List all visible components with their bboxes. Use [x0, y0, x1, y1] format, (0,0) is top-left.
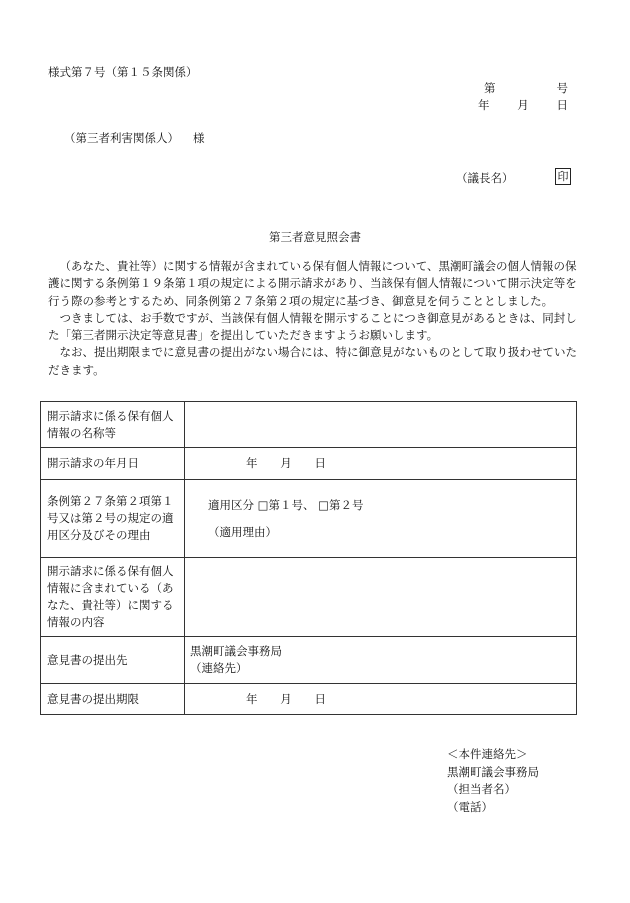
form-number: 様式第７号（第１５条関係） [48, 65, 198, 79]
info-name-field[interactable] [185, 402, 577, 448]
info-table [40, 401, 577, 715]
deadline-day: 日 [314, 691, 326, 706]
addressee [64, 130, 205, 146]
category-field[interactable] [185, 480, 577, 558]
destination-contact: （連絡先） [190, 661, 248, 675]
body-paragraph-1: （あなた、貴社等）に関する情報が含まれている保有個人情報について、黒潮町議会の個人情報の保護に関する条例第１９条第１項の規定による開示請求があり、当該保有個人情報について開示決定等を行う際の参考とするため、同条例第２７条第２項の規定に基づき、御意見を伺うこととしました。 [48, 259, 577, 308]
date-month: 月 [517, 98, 529, 112]
table-row [41, 684, 577, 715]
date-year: 年 [478, 98, 490, 112]
request-date-day: 日 [314, 456, 326, 470]
date-day: 日 [556, 98, 568, 112]
request-date-field[interactable] [185, 448, 577, 480]
request-date-year: 年 [246, 456, 258, 470]
table-row [41, 402, 577, 448]
seal-mark: 印 [555, 168, 571, 185]
body-paragraph-3: なお、提出期限までに意見書の提出がない場合には、特に御意見がないものとして取り扱わせていただきます。 [48, 345, 577, 377]
row-label-destination: 意見書の提出先 [41, 637, 185, 684]
issue-date [478, 97, 568, 113]
table-row [41, 448, 577, 480]
contact-person: （担当者名） [447, 782, 516, 796]
destination-field[interactable] [185, 637, 577, 684]
table-row [41, 480, 577, 558]
contact-block [447, 746, 539, 816]
row-label-info-content: 開示請求に係る保有個人情報に含まれている（あなた、貴社等）に関する情報の内容 [41, 558, 185, 637]
category-reason: （適用理由） [208, 524, 277, 539]
addressee-honorific: 様 [193, 131, 205, 145]
deadline-field[interactable] [185, 684, 577, 715]
document-title: 第三者意見照会書 [269, 230, 361, 244]
contact-office: 黒潮町議会事務局 [447, 764, 539, 779]
document-number [484, 80, 568, 96]
addressee-name: （第三者利害関係人） [64, 131, 179, 145]
table-row [41, 637, 577, 684]
request-date-month: 月 [280, 456, 292, 470]
body-paragraph-2: つきましては、お手数ですが、当該保有個人情報を開示することにつき御意見があるときは、同封した「第三者開示決定等意見書」を提出していただきますようお願いします。 [48, 310, 577, 343]
deadline-month: 月 [280, 691, 292, 706]
table-row [41, 558, 577, 637]
doc-no-suffix: 号 [556, 81, 568, 95]
destination-office: 黒潮町議会事務局 [190, 644, 282, 658]
info-content-field[interactable] [185, 558, 577, 637]
row-label-category: 条例第２７条第２項第１号又は第２号の規定の適用区分及びその理由 [41, 480, 185, 558]
row-label-deadline: 意見書の提出期限 [41, 684, 185, 715]
contact-heading: ＜本件連絡先＞ [447, 747, 528, 761]
chair-name: （議長名） [456, 171, 514, 185]
doc-no-prefix: 第 [484, 81, 496, 95]
contact-phone: （電話） [447, 799, 493, 814]
row-label-info-name: 開示請求に係る保有個人情報の名称等 [41, 402, 185, 448]
row-label-request-date: 開示請求の年月日 [41, 448, 185, 480]
body-text [48, 258, 583, 379]
category-options: 適用区分 □第１号、 □第２号 [208, 497, 364, 512]
deadline-year: 年 [246, 691, 258, 706]
